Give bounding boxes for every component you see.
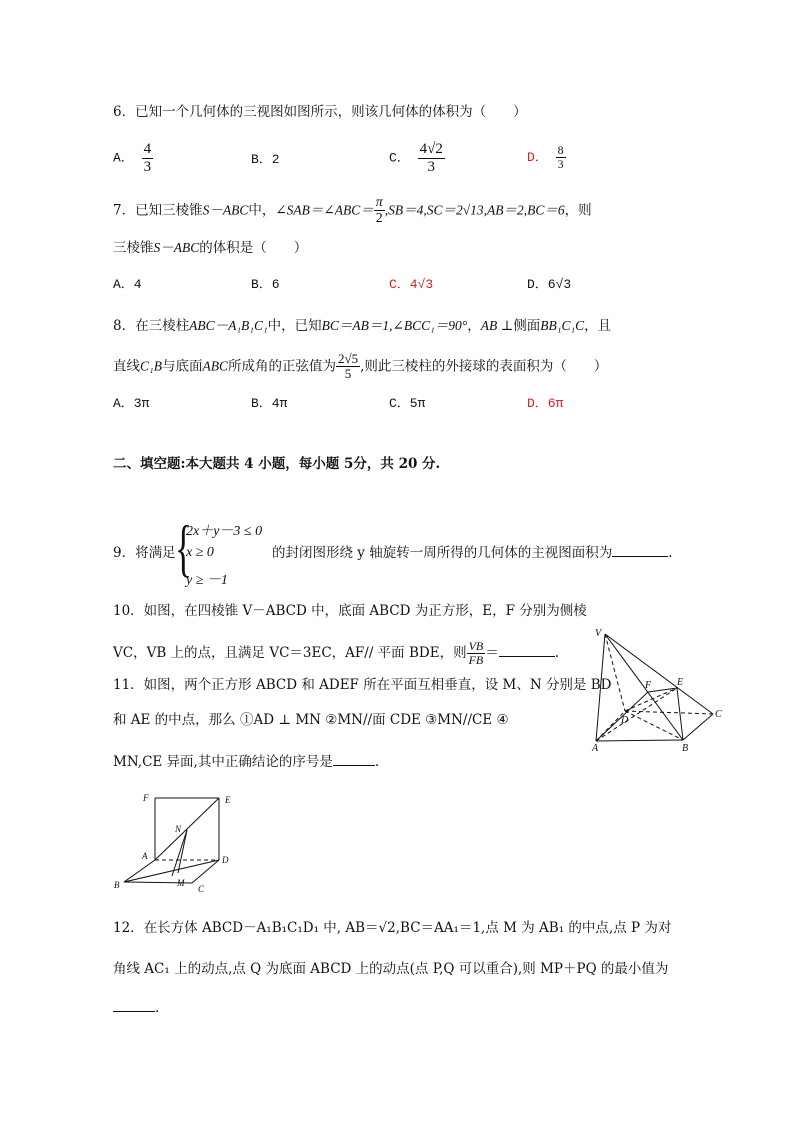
q9-answer-blank[interactable] bbox=[612, 556, 668, 557]
q9-system-2: x ≥ 0 bbox=[186, 545, 214, 560]
q8-line-2: 直线C₁B与底面ABC所成角的正弦值为 $\frac{2√5}{5}$ ,则此三棱柱的外接球的表面积为（ ） bbox=[113, 351, 608, 382]
q11-line-1: 11．如图，两个正方形 ABCD 和 ADEF 所在平面互相垂直，设 M、N 分别是 BD bbox=[113, 677, 612, 693]
q9-prefix: 9．将满足 bbox=[113, 545, 176, 561]
q12-line-1: 12．在长方体 ABCD－A₁B₁C₁D₁ 中, AB＝√2,BC＝AA₁＝1,点 M 为 AB₁ 的中点,点 P 为对 bbox=[113, 920, 672, 936]
sq-label-e: E bbox=[225, 795, 231, 805]
pyr-label-d: D bbox=[621, 715, 629, 726]
q7-option-b: B．6 bbox=[251, 277, 280, 292]
pyr-label-f: F bbox=[645, 680, 652, 691]
pyr-label-e: E bbox=[677, 677, 684, 688]
q6-option-b: B．2 bbox=[251, 152, 280, 167]
sq-label-a: A bbox=[142, 851, 148, 861]
q7-line-1: 7．已知三棱锥S－ABC中，∠SAB＝∠ABC＝ $\frac{\pi}{2}$ ,SB＝4,SC＝2√13,AB＝2,BC＝6，则 bbox=[113, 195, 592, 227]
q9-suffix: 的封闭图形绕 y 轴旋转一周所得的几何体的主视图面积为 . bbox=[272, 545, 673, 561]
q11-line-3: MN,CE 异面,其中正确结论的序号是 . bbox=[113, 754, 380, 770]
q6-option-d: D． $\frac{8}{3}$ bbox=[527, 143, 564, 172]
q10-answer-blank[interactable] bbox=[499, 656, 555, 657]
q7-option-d: D．6√3 bbox=[527, 277, 572, 292]
q12-line-3: . bbox=[113, 1002, 159, 1016]
q6-option-c: C． $\frac{4√2}{3}$ bbox=[389, 141, 443, 175]
q10-line-1: 10．如图，在四棱锥 V－ABCD 中，底面 ABCD 为正方形，E，F 分别为侧棱 bbox=[113, 603, 587, 619]
pyr-label-b: B bbox=[682, 743, 689, 754]
q7-option-a: A．4 bbox=[113, 277, 142, 292]
sq-label-m: M bbox=[177, 878, 185, 888]
q8-line-1: 8．在三棱柱ABC－A₁B₁C₁中，已知BC＝AB＝1,∠BCC₁＝90°，AB ⊥侧面BB₁C₁C，且 bbox=[113, 318, 612, 334]
sq-label-d: D bbox=[222, 855, 229, 865]
pyr-label-v: V bbox=[595, 628, 602, 639]
q12-line-2: 角线 AC₁ 上的动点,点 Q 为底面 ABCD 上的动点(点 P,Q 可以重合),则 MP＋PQ 的最小值为 bbox=[113, 961, 669, 977]
q9-system-1: 2x＋y－3 ≤ 0 bbox=[186, 524, 263, 539]
q12-answer-blank[interactable] bbox=[113, 1011, 155, 1012]
q7-line-2: 三棱锥S－ABC的体积是（ ） bbox=[113, 240, 308, 256]
q7-option-c: C．4√3 bbox=[389, 277, 434, 292]
q8-option-b: B．4π bbox=[251, 396, 288, 411]
q8-option-c: C．5π bbox=[389, 396, 426, 411]
q8-option-d: D．6π bbox=[527, 396, 564, 411]
q11-answer-blank[interactable] bbox=[333, 765, 375, 766]
squares-figure bbox=[108, 788, 243, 898]
pyramid-figure bbox=[588, 624, 728, 754]
q10-line-2: VC，VB 上的点，且满足 VC＝3EC，AF// 平面 BDE，则 $\frac{VB}{FB}$ ＝ . bbox=[113, 639, 560, 668]
pyr-label-a: A bbox=[592, 743, 599, 754]
pyr-label-c: C bbox=[715, 709, 722, 720]
sq-label-b: B bbox=[114, 880, 120, 890]
q9-brace: { bbox=[175, 512, 192, 583]
section-2-heading: 二、填空题:本大题共 4 小题，每小题 5分，共 20 分. bbox=[113, 456, 441, 472]
sq-label-n: N bbox=[175, 824, 182, 834]
q11-line-2: 和 AE 的中点，那么 ①AD ⊥ MN ②MN//面 CDE ③MN//CE ④ bbox=[113, 712, 509, 728]
sq-label-c: C bbox=[198, 884, 205, 894]
q6-stem: 6．已知一个几何体的三视图如图所示，则该几何体的体积为（ ） bbox=[113, 104, 527, 120]
q6-option-a: A． $\frac{4}{3}$ bbox=[113, 141, 152, 175]
q9-system-3: y ≥ －1 bbox=[186, 573, 228, 588]
sq-label-f: F bbox=[143, 793, 149, 803]
q8-option-a: A．3π bbox=[113, 396, 150, 411]
